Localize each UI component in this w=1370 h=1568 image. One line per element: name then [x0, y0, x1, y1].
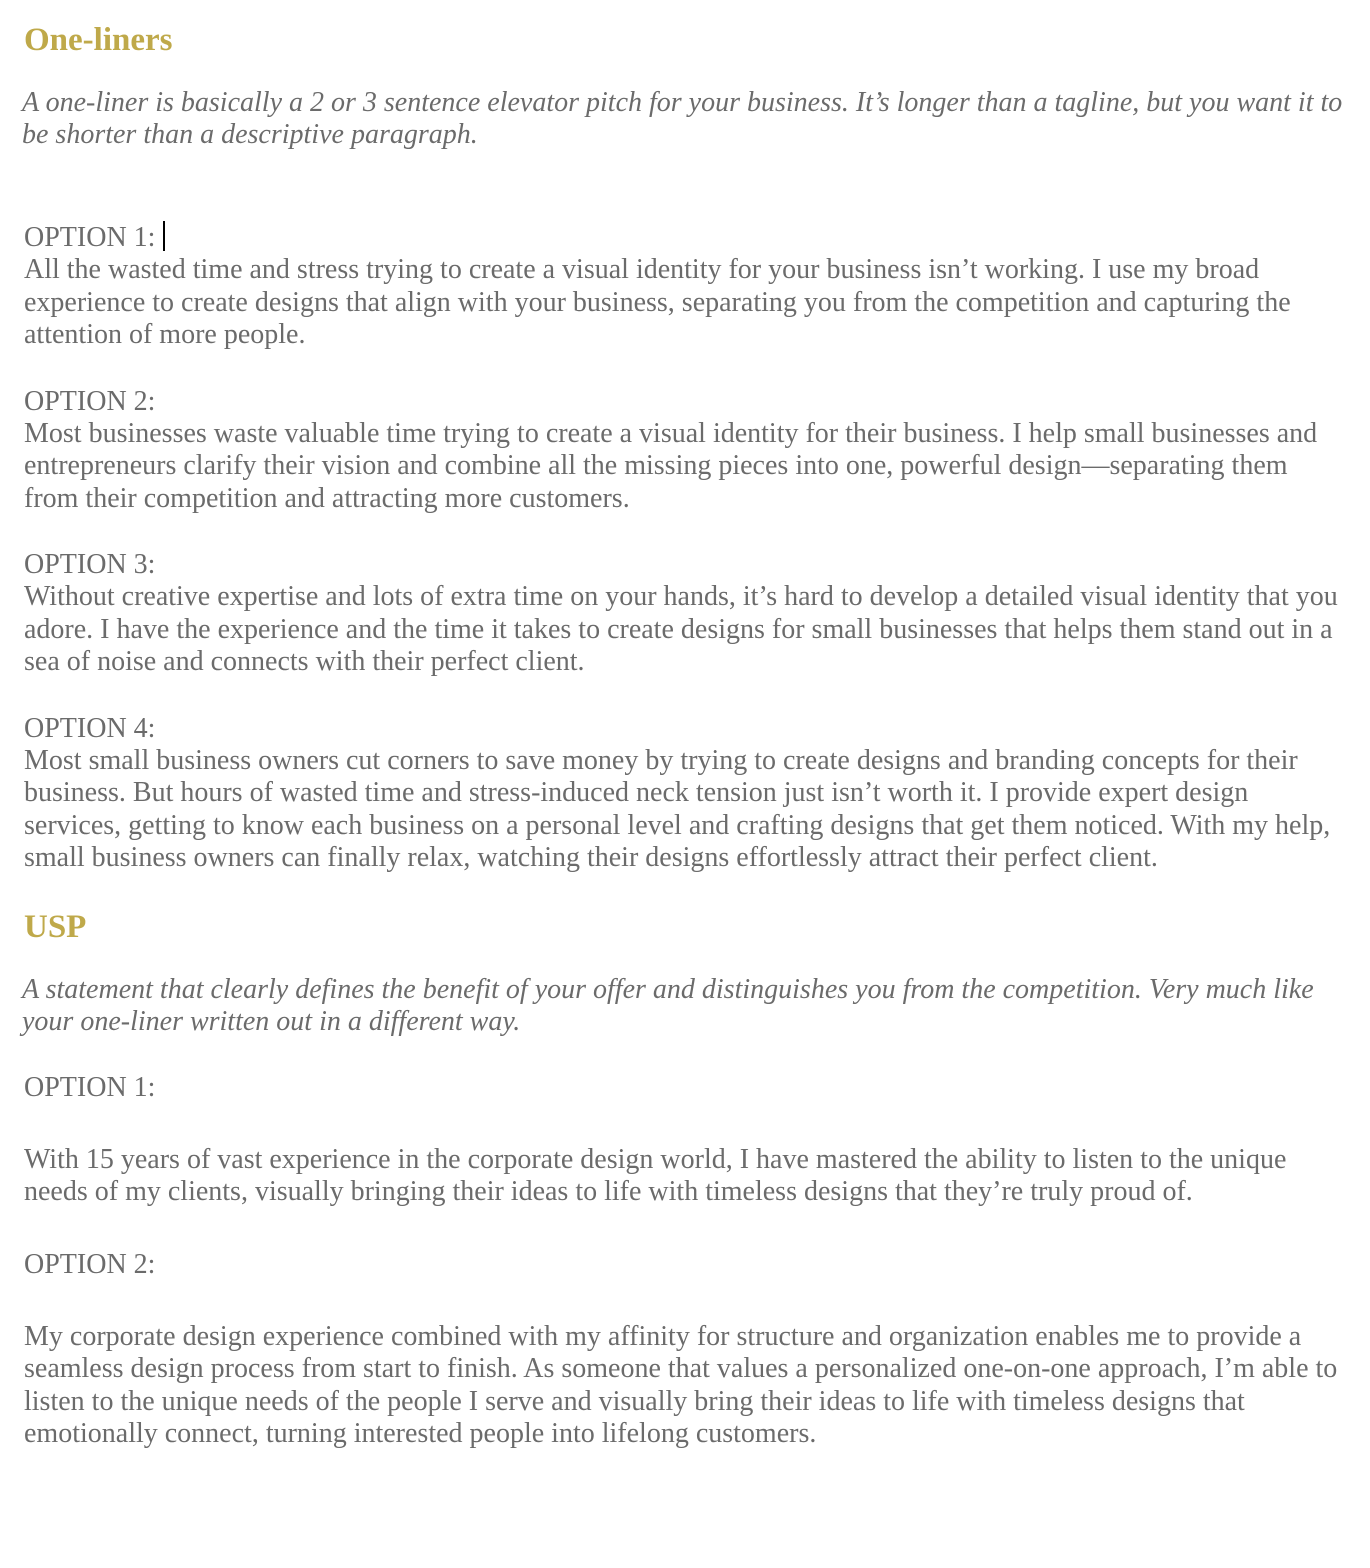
section-intro-usp: A statement that clearly defines the benefit of your offer and distinguishes you from the competition. Very much like your one-liner written out in a different way. — [22, 973, 1314, 1037]
option-label: OPTION 1: — [24, 1071, 156, 1103]
option-label: OPTION 4: — [24, 712, 156, 744]
option-label — [24, 221, 1348, 254]
option-text: Most small business owners cut corners to save money by trying to create designs and branding concepts for their business. But hours of wasted time and stress-induced neck tension just isn’t worth it. I provide expert design services, getting to know each business on a personal level and crafting designs that get them noticed. With my help, small business owners can finally relax, watching their designs effortlessly attract their perfect client. — [24, 744, 1331, 873]
option-text: All the wasted time and stress trying to create a visual identity for your business isn’t working. I use my broad experience to create designs that align with your business, separating you from the competition and capturing the attention of more people. — [24, 254, 1291, 350]
option-text: Most businesses waste valuable time trying to create a visual identity for their business. I help small businesses and entrepreneurs clarify their vision and combine all the missing pieces into one, powerful design—separating them from their competition and attracting more customers. — [24, 417, 1318, 514]
option-label-text: OPTION 1: — [24, 222, 156, 253]
option-label: OPTION 2: — [24, 385, 156, 417]
section-intro-oneliners: A one-liner is basically a 2 or 3 sentence elevator pitch for your business. It’s longer than a tagline, but you want it to be shorter than a descriptive paragraph. — [22, 87, 1343, 150]
section-heading-usp: USP — [24, 908, 87, 945]
option-text: With 15 years of vast experience in the corporate design world, I have mastered the ability to listen to the unique needs of my clients, visually bringing their ideas to life with timeless designs that they’re truly proud of. — [24, 1143, 1287, 1207]
option-label: OPTION 3: — [24, 549, 156, 580]
section-heading-oneliners: One-liners — [24, 22, 173, 58]
option-label: OPTION 2: — [24, 1248, 156, 1280]
text-cursor — [163, 221, 165, 251]
option-text: Without creative expertise and lots of extra time on your hands, it’s hard to develop a detailed visual identity that you adore. I have the experience and the time it takes to create designs for small businesses that helps them stand out in a sea of noise and connects with their perfect client. — [24, 581, 1338, 677]
option-text: My corporate design experience combined with my affinity for structure and organization enables me to provide a seamless design process from start to finish. As someone that values a personalized one-on-one approach, I’m able to listen to the unique needs of the people I serve and visually bring their ideas to life with timeless designs that emotionally connect, turning interested people into lifelong customers. — [24, 1320, 1338, 1449]
